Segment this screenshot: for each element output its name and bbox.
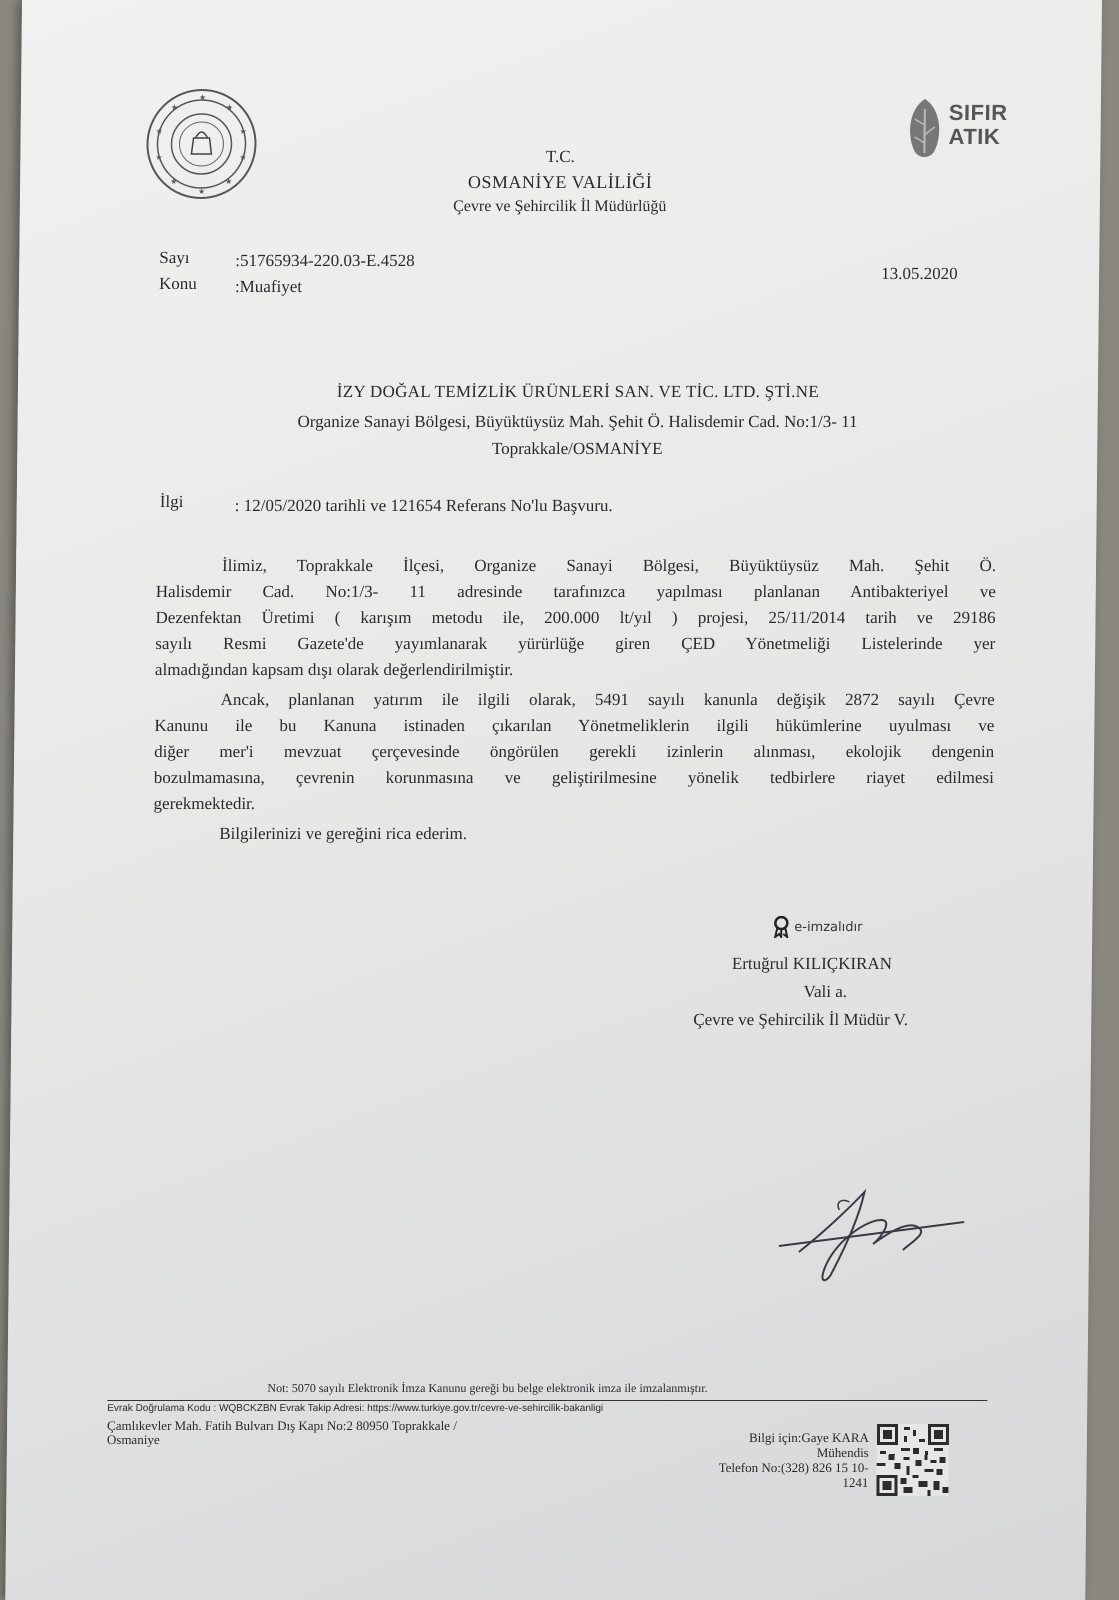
konu-value: :Muafiyet [234, 277, 303, 296]
footer-esign-note: Not: 5070 sayılı Elektronik İmza Kanunu gereği bu belge elektronik imza ile imzalanmıştır. [267, 1381, 708, 1395]
document-page [5, 0, 1102, 1600]
ministry-seal-icon [145, 88, 258, 200]
svg-text:★: ★ [170, 103, 179, 112]
signer-name: Ertuğrul KILIÇKIRAN [731, 954, 893, 973]
footer-address-line1: Çamlıkevler Mah. Fatih Bulvarı Dış Kapı No:2 80950 Toprakkale / [106, 1418, 457, 1433]
svg-text:★: ★ [170, 177, 178, 186]
paragraph-line: almadığından kapsam dışı olarak değerlendirilmiştir. [154, 660, 514, 679]
recipient-address-line1: Organize Sanayi Bölgesi, Büyüktüysüz Mah. Şehit Ö. Halisdemir Cad. No:1/3- 11 [297, 412, 858, 431]
contact-role: Mühendis [816, 1445, 869, 1460]
svg-text:★: ★ [225, 103, 234, 112]
zero-waste-logo [900, 95, 1011, 175]
paragraph-line: Kanunu ile bu Kanuna istinaden çıkarılan Yönetmeliklerin ilgili hükümlerine uyulması ve [154, 716, 995, 735]
svg-text:★: ★ [155, 153, 163, 162]
contact-phone: Telefon No:(328) 826 15 10- [718, 1460, 869, 1475]
contact-ext: 1241 [842, 1475, 869, 1490]
paragraph-line: Ancak, planlanan yatırım ile ilgili olarak, 5491 sayılı kanunla değişik 2872 sayılı Çevre [220, 690, 995, 709]
document-date: 13.05.2020 [881, 264, 958, 283]
svg-text:★: ★ [197, 187, 206, 196]
zero-waste-logo-icon [900, 95, 949, 167]
paragraph-line: Halisdemir Cad. No:1/3- 11 adresinde tarafınızca yapılması planlanan Antibakteriyel ve [155, 582, 996, 601]
body-paragraph-1 [155, 553, 996, 683]
footer-contact [706, 1430, 869, 1490]
footer-address-line2: Osmaniye [106, 1432, 160, 1447]
body-paragraph-3: Bilgilerinizi ve gereğini rica ederim. [219, 824, 468, 843]
paragraph-line: bozulmamasına, çevrenin korunmasına ve geliştirilmesine yönelik tedbirlere riayet edilmesi [153, 768, 994, 787]
e-signature-icon [772, 916, 790, 938]
signer-title-2: Çevre ve Şehircilik İl Müdür V. [693, 1010, 909, 1029]
qr-code-icon [876, 1424, 949, 1496]
recipient-address-line2: Toprakkale/OSMANİYE [491, 439, 663, 458]
contact-name: Bilgi için:Gaye KARA [748, 1430, 870, 1445]
recipient-name: İZY DOĞAL TEMİZLİK ÜRÜNLERİ SAN. VE TİC. LTD. ŞTİ.NE [336, 382, 820, 401]
svg-text:★: ★ [225, 177, 233, 186]
body-paragraph-2 [153, 687, 994, 817]
footer-verify-info: Evrak Doğrulama Kodu : WQBCKZBN Evrak Takip Adresi: https://www.turkiye.gov.tr/cevre-ve-sehircilik-bakanligi [107, 1403, 604, 1414]
header-directorate: Çevre ve Şehircilik İl Müdürlüğü [453, 198, 667, 215]
svg-text:★: ★ [198, 93, 207, 102]
handwritten-signature [768, 1180, 989, 1290]
svg-text:★: ★ [239, 127, 247, 136]
header-governorship: OSMANİYE VALİLİĞİ [467, 172, 653, 192]
signer-title-1: Vali a. [803, 982, 848, 1001]
paragraph-line: diğer mer'i mevzuat çerçevesinde öngörülen gerekli izinlerin alınması, ekolojik dengenin [154, 742, 995, 761]
e-signed-label: e-imzalıdır [794, 920, 863, 935]
footer-divider [107, 1400, 987, 1401]
svg-text:★: ★ [239, 153, 247, 162]
sayi-label: Sayı [159, 248, 190, 267]
konu-label: Konu [158, 274, 197, 293]
paragraph-line: sayılı Resmi Gazete'de yayımlanarak yürürlüğe giren ÇED Yönetmeliği Listelerinde yer [155, 634, 996, 653]
header-tc: T.C. [545, 147, 575, 166]
paragraph-line: İlimiz, Toprakkale İlçesi, Organize Sanayi Bölgesi, Büyüktüysüz Mah. Şehit Ö. [221, 556, 997, 575]
ilgi-value: : 12/05/2020 tarihli ve 121654 Referans No'lu Başvuru. [234, 496, 613, 515]
svg-text:★: ★ [155, 127, 163, 136]
paragraph-line: gerekmektedir. [153, 794, 256, 813]
sayi-value: :51765934-220.03-E.4528 [235, 251, 415, 270]
ilgi-label: İlgi [159, 492, 184, 511]
zero-waste-logo-text: SIFIR ATIK [948, 100, 1008, 149]
paragraph-line: Dezenfektan Üretimi ( karışım metodu ile, 200.000 lt/yıl ) projesi, 25/11/2014 tarih ve 29186 [155, 608, 996, 627]
